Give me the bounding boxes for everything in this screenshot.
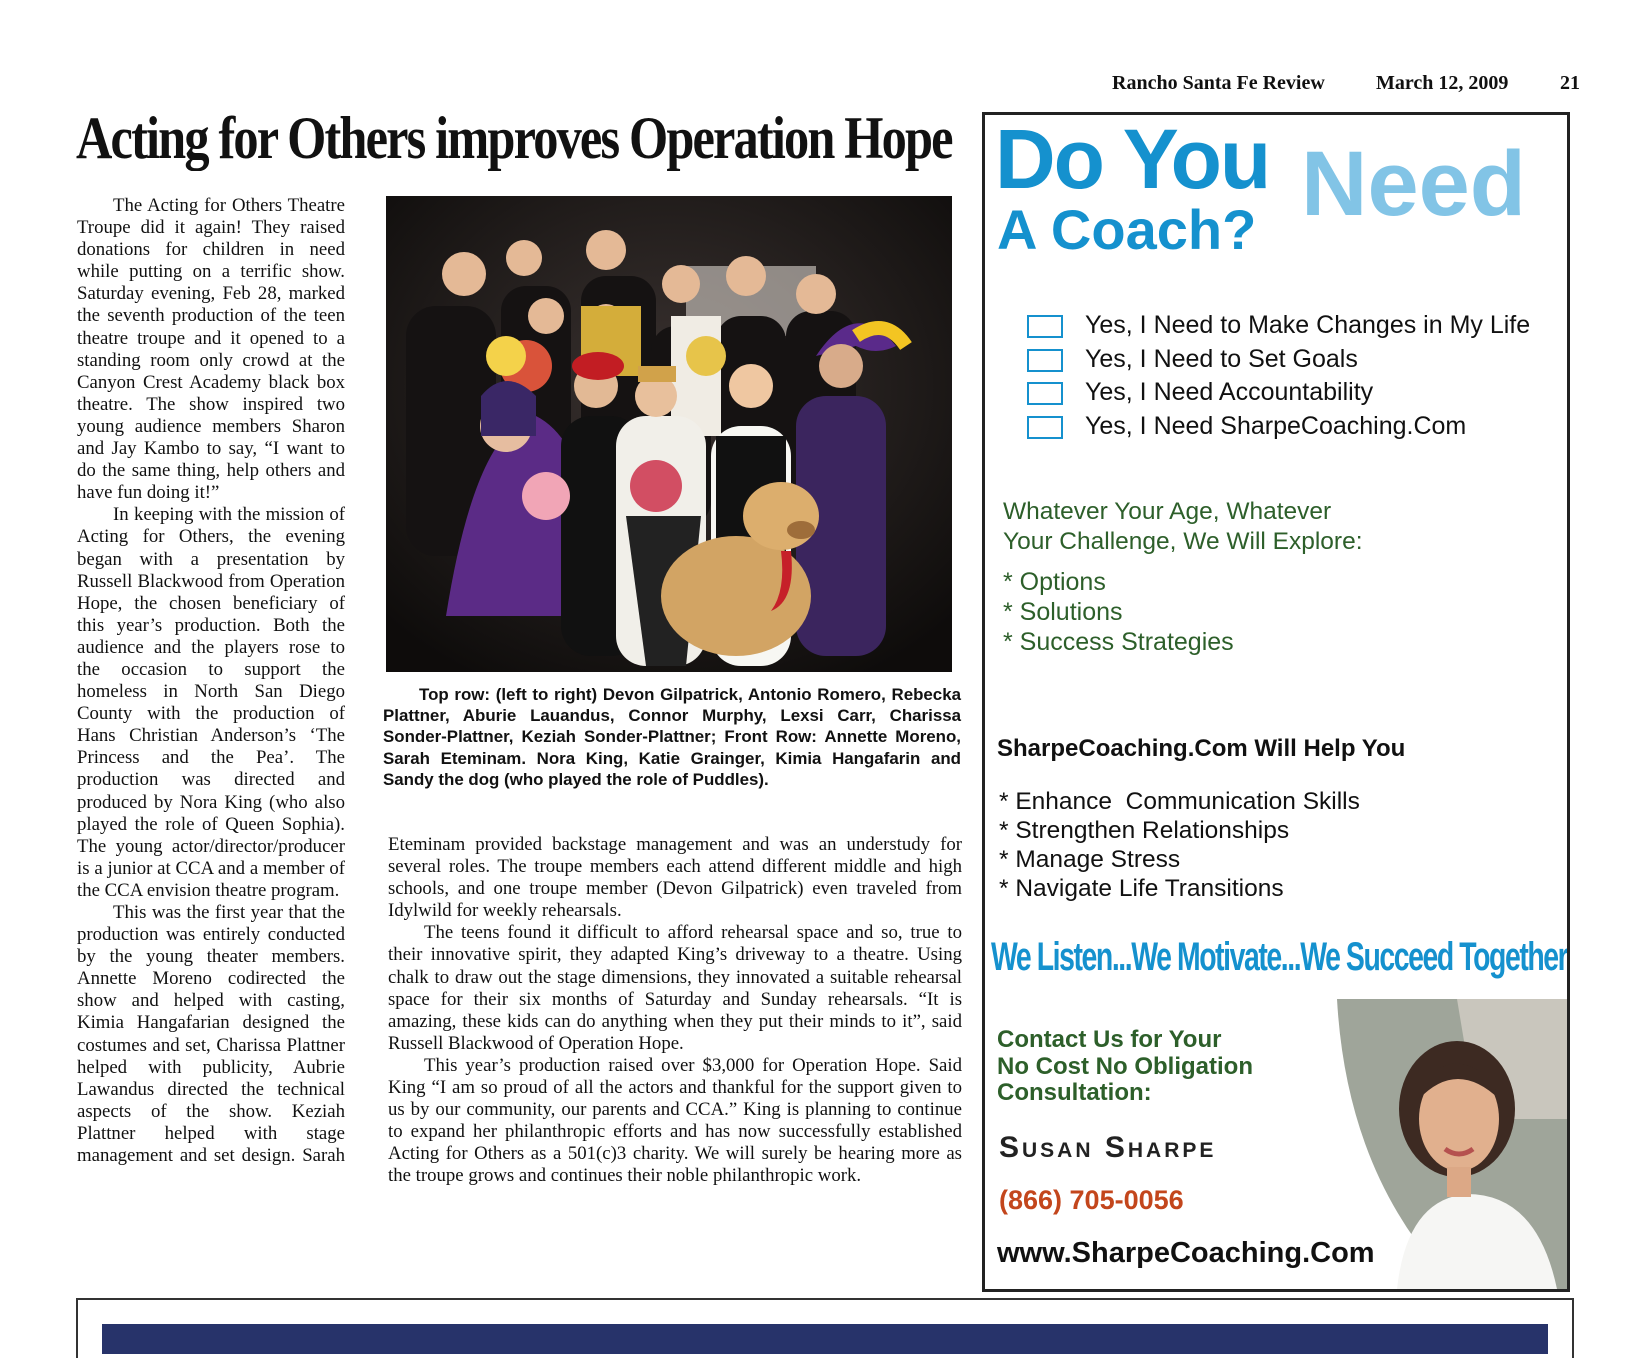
publication-name: Rancho Santa Fe Review xyxy=(1112,72,1325,94)
phone-number: (866) 705-0056 xyxy=(999,1185,1184,1215)
article-paragraph: The teens found it difficult to afford rehearsal space and so, true to their innovative spirit, they adapted King’s driveway to a theatre. Using chalk to draw out the stage dimensions, they innovated a suitable rehearsal space for their six months of Saturday and Sunday rehearsals. “It is amazing, these kids can do anything when they put their minds to it”, said Russell Blackwood of Operation Hope. xyxy=(388,922,962,1054)
contact-line: No Cost No Obligation xyxy=(997,1052,1253,1080)
checklist-item: Yes, I Need to Make Changes in My Life xyxy=(1085,311,1531,339)
explore-line: Whatever Your Age, Whatever xyxy=(1003,498,1332,525)
help-item: * Manage Stress xyxy=(999,846,1181,873)
checklist-item: Yes, I Need to Set Goals xyxy=(1085,345,1358,373)
article-column-1 xyxy=(77,195,345,1167)
issue-date: March 12, 2009 xyxy=(1376,72,1509,94)
options-item: * Success Strategies xyxy=(1003,628,1234,656)
help-item: * Navigate Life Transitions xyxy=(999,875,1284,902)
checkbox-icon xyxy=(1027,315,1063,338)
checkbox-icon xyxy=(1027,416,1063,439)
contact-line: Contact Us for Your xyxy=(997,1026,1222,1053)
photo-illustration xyxy=(386,196,952,672)
article-paragraph: This year’s production raised over $3,000 for Operation Hope. Said King “I am so proud of all the actors and thankful for the support given to us by our community, our parents and CCA.” King is planning to continue to expand her philanthropic efforts and has now successfully established Acting for Others as a 501(c)3 charity. We will surely be hearing more as the troupe grows and continues their noble philanthropic work. xyxy=(388,1054,962,1187)
checklist-item: Yes, I Need SharpeCoaching.Com xyxy=(1085,412,1467,440)
checkbox-icon xyxy=(1027,382,1063,405)
contact-line: Consultation: xyxy=(997,1079,1152,1106)
explore-intro xyxy=(1003,497,1363,557)
help-item: * Enhance Communication Skills xyxy=(999,788,1360,815)
checkbox-icon xyxy=(1027,349,1063,372)
coaching-advertisement xyxy=(982,112,1570,1292)
ad-title-need: Need xyxy=(1301,133,1526,235)
website-link: www.SharpeCoaching.Com xyxy=(997,1237,1375,1269)
photo-caption: Top row: (left to right) Devon Gilpatrick, Antonio Romero, Rebecka Plattner, Aburie Lauandus, Connor Murphy, Lexsi Carr, Charissa Sonder-Plattner, Keziah Sonder-Plattner; Front Row: Annette Moreno, Sarah Eteminam. Nora King, Katie Grainger, Kimia Hangafarin and Sandy the dog (who played the role of Puddles). xyxy=(383,685,961,789)
help-list xyxy=(999,787,1360,903)
help-item: * Strengthen Relationships xyxy=(999,817,1290,844)
options-list xyxy=(1003,567,1234,657)
article-headline: Acting for Others improves Operation Hope xyxy=(76,105,952,171)
page-number: 21 xyxy=(1560,72,1580,94)
article-paragraph: In keeping with the mission of Acting for Others, the evening began with a presentation by Russell Blackwood from Operation Hope, the chosen beneficiary of this year’s production. Both the audience and the players rose to the occasion to support the homeless in North San Diego County with the production of Hans Christian Anderson’s ‘The Princess and the Pea’. The production was directed and produced by Nora King (who also played the role of Queen Sophia). The young actor/director/producer is a junior at CCA and a member of the CCA envision theatre program. xyxy=(77,504,345,901)
ad-title-a-coach: A Coach? xyxy=(997,198,1257,261)
article-paragraph: Eteminam provided backstage management and was an understudy for several roles. The troupe members each attend different middle and high schools, and one troupe member (Devon Gilpatrick) even traveled from Idylwild for weekly rehearsals. xyxy=(388,834,962,922)
explore-line: Your Challenge, We Will Explore: xyxy=(1003,528,1363,555)
checklist-item: Yes, I Need Accountability xyxy=(1085,378,1374,406)
article-paragraph: The Acting for Others Theatre Troupe did it again! They raised donations for children in need while putting on a terrific show. Saturday evening, Feb 28, marked the seventh production of the teen theatre troupe and it opened to a standing room only crowd at the Canyon Crest Academy black box theatre. The show inspired two young audience members Sharon and Jay Kambo to say, “I want to do the same thing, help others and have fun doing it!” xyxy=(77,195,345,504)
ad-title-do-you: Do You xyxy=(995,112,1270,206)
ad-slogan: We Listen...We Motivate...We Succeed Together xyxy=(991,935,1568,979)
will-help-heading: SharpeCoaching.Com Will Help You xyxy=(997,735,1406,762)
options-item: * Options xyxy=(1003,568,1106,596)
coach-name: Susan Sharpe xyxy=(999,1131,1217,1164)
troupe-group-photo xyxy=(386,196,952,672)
article-paragraph: This was the first year that the production was entirely conducted by the young theater members. Annette Moreno codirected the show and helped with casting, Kimia Hangafarian designed the costumes and set, Charissa Plattner helped with publicity, Aubrie Lawandus directed the technical aspects of the show. Keziah Plattner helped with stage management and set design. Sarah xyxy=(77,902,345,1167)
article-column-2 xyxy=(388,834,962,1188)
options-item: * Solutions xyxy=(1003,598,1123,626)
contact-callout xyxy=(997,1027,1253,1107)
